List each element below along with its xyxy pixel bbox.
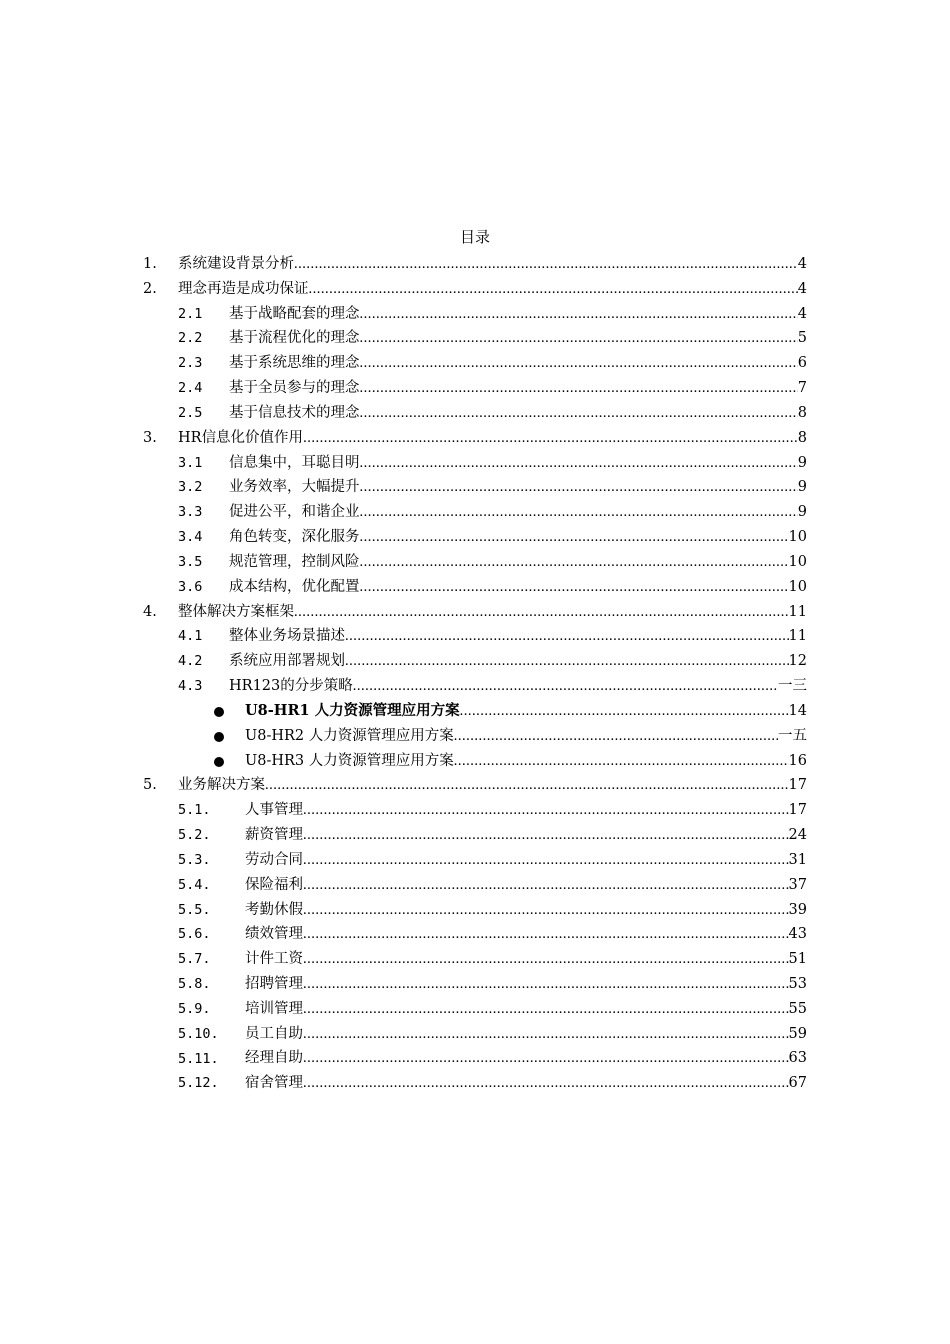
toc-entry[interactable] (143, 624, 807, 649)
toc-entry[interactable] (143, 575, 807, 600)
dot-leader (303, 1022, 789, 1047)
toc-entry[interactable] (143, 997, 807, 1022)
toc-entry-body (229, 525, 807, 550)
toc-entry-number: 2.3 (178, 355, 203, 372)
toc-entry-number: 4.3 (178, 678, 203, 695)
toc-entry-body (229, 451, 807, 476)
toc-entry-body (245, 972, 807, 997)
dot-leader (360, 302, 798, 327)
toc-entry-body (245, 1022, 807, 1047)
toc-entry-body (229, 351, 807, 376)
toc-entry-page-number: 7 (797, 380, 807, 397)
toc-entry-number: 5.1. (178, 802, 211, 819)
toc-entry-body (229, 550, 807, 575)
toc-entry-label: U8-HR2 人力资源管理应用方案 (245, 727, 454, 744)
toc-entry-label: 计件工资 (245, 951, 303, 968)
toc-entry-page-number: 4 (797, 255, 807, 272)
toc-entry[interactable] (143, 475, 807, 500)
toc-entry-page-number: 63 (788, 1050, 807, 1067)
toc-entry[interactable] (143, 1047, 807, 1072)
dot-leader (294, 600, 789, 625)
toc-entry-page-number: 16 (788, 752, 807, 769)
toc-entry-label: 劳动合同 (245, 851, 303, 868)
toc-entry-label: 绩效管理 (245, 926, 303, 943)
toc-entry-label: 基于流程优化的理念 (229, 330, 360, 347)
toc-entry-label: 人事管理 (245, 802, 303, 819)
dot-leader (303, 873, 789, 898)
toc-entry-label: 基于战略配套的理念 (229, 305, 360, 322)
toc-entry-number: 5.9. (178, 1000, 211, 1017)
toc-entry-number: 2.5 (178, 404, 203, 421)
toc-entry-page-number: 43 (788, 926, 807, 943)
toc-entry-number: 5.3. (178, 851, 211, 868)
toc-entry-label: 培训管理 (245, 1000, 303, 1017)
toc-entry-number: 3.2 (178, 479, 203, 496)
toc-entry-page-number: 一五 (778, 727, 807, 744)
toc-entry-label: 基于系统思维的理念 (229, 355, 360, 372)
toc-entry-label: 宿舍管理 (245, 1075, 303, 1092)
dot-leader (303, 798, 789, 823)
toc-entry-body (229, 500, 807, 525)
toc-entry-body (245, 699, 807, 724)
toc-entry-label: 促进公平，和谐企业 (229, 504, 360, 521)
toc-entry-body (229, 649, 807, 674)
toc-entry-body (178, 773, 807, 798)
toc-entry-label: 招聘管理 (245, 976, 303, 992)
toc-entry[interactable] (143, 922, 807, 947)
toc-entry-number: 5.11. (178, 1050, 219, 1067)
dot-leader (460, 699, 789, 724)
toc-entry-page-number: 11 (788, 628, 807, 645)
toc-entry[interactable] (143, 376, 807, 401)
toc-entry[interactable] (143, 724, 807, 749)
toc-entry-page-number: 59 (788, 1025, 807, 1042)
toc-entry-number: 5.6. (178, 926, 211, 943)
dot-leader (360, 401, 798, 426)
toc-entry-page-number: 9 (797, 454, 807, 471)
toc-entry-label: HR123的分步策略 (229, 678, 353, 695)
dot-leader (360, 326, 798, 351)
dot-leader (303, 823, 789, 848)
toc-entry-page-number: 10 (788, 578, 807, 595)
toc-entry-body (245, 1047, 807, 1072)
toc-title: 目录 (459, 228, 490, 246)
toc-entry-page-number: 9 (797, 504, 807, 521)
toc-entry-number: 3.1 (178, 454, 203, 471)
toc-entry-number: 3.3 (178, 504, 203, 521)
toc-entry-page-number: 31 (788, 851, 807, 868)
toc-entry-body (178, 600, 807, 625)
toc-entry-body (229, 674, 807, 699)
toc-entry-label: 基于全员参与的理念 (229, 380, 360, 397)
dot-leader (303, 1046, 789, 1071)
toc-entry-label: 业务解决方案 (178, 777, 265, 794)
toc-entry[interactable] (143, 674, 807, 699)
toc-entry-body (229, 326, 807, 351)
toc-entry-page-number: 8 (797, 429, 807, 446)
toc-entry-label: 角色转变，深化服务 (229, 529, 360, 546)
toc-entry-label: 整体解决方案框架 (178, 603, 294, 620)
toc-entry-number: 3. (143, 429, 157, 446)
dot-leader (360, 550, 789, 575)
toc-entry-body (245, 997, 807, 1022)
toc-entry[interactable] (143, 1022, 807, 1047)
toc-entry-number: 5.7. (178, 951, 211, 968)
dot-leader (345, 624, 789, 649)
dot-leader (303, 898, 789, 923)
dot-leader (454, 749, 789, 774)
dot-leader (303, 997, 789, 1022)
toc-entry-page-number: 4 (797, 280, 807, 297)
toc-entry-label: 业务效率，大幅提升 (229, 479, 360, 496)
toc-entry-page-number: 24 (788, 827, 807, 844)
toc-entry[interactable] (143, 649, 807, 674)
toc-entry[interactable] (143, 873, 807, 898)
toc-entry-body (245, 724, 807, 749)
toc-entry-page-number: 14 (788, 702, 807, 719)
toc-entry-number: 4.2 (178, 653, 203, 670)
toc-entry-label: 信息集中，耳聪目明 (229, 454, 360, 471)
toc-entry-body (245, 1071, 807, 1096)
toc-entry[interactable] (143, 947, 807, 972)
dot-leader (353, 674, 778, 699)
toc-entry[interactable] (143, 898, 807, 923)
dot-leader (294, 252, 798, 277)
dot-leader (303, 922, 789, 947)
toc-entry-number: 5.12. (178, 1075, 219, 1092)
toc-entry-body (245, 823, 807, 848)
toc-entry-label: 系统建设背景分析 (178, 255, 294, 272)
toc-entry[interactable] (143, 500, 807, 525)
toc-entry-body (245, 898, 807, 923)
toc-entry-label: U8-HR1 人力资源管理应用方案 (245, 701, 460, 719)
toc-entry-page-number: 8 (797, 404, 807, 421)
toc-entry-body (178, 252, 807, 277)
dot-leader (360, 351, 798, 376)
toc-entry[interactable] (143, 302, 807, 327)
toc-entry-number: 2.4 (178, 380, 203, 397)
toc-entry-label: 规范管理，控制风险 (229, 553, 360, 570)
toc-entry-label: 整体业务场景描述 (229, 628, 345, 645)
toc-entry[interactable] (143, 550, 807, 575)
toc-entry-label: 经理自助 (245, 1050, 303, 1067)
toc-entry[interactable] (143, 326, 807, 351)
toc-entry[interactable] (143, 525, 807, 550)
toc-entry-number: 3.5 (178, 553, 203, 570)
toc-entry-body (178, 426, 807, 451)
toc-entry[interactable] (143, 773, 807, 798)
toc-entry-body (245, 749, 807, 774)
dot-leader (303, 947, 789, 972)
toc-entry-page-number: 55 (788, 1000, 807, 1017)
dot-leader (360, 451, 798, 476)
toc-entry[interactable] (143, 848, 807, 873)
dot-leader (360, 575, 789, 600)
toc-entry-page-number: 一三 (778, 678, 807, 695)
toc-entry-body (245, 873, 807, 898)
toc-entry-body (229, 624, 807, 649)
toc-entry-number: 5.4. (178, 876, 211, 893)
dot-leader (303, 972, 789, 997)
toc-entry-number: 2.2 (178, 330, 203, 347)
dot-leader (303, 848, 789, 873)
dot-leader (303, 1071, 789, 1096)
dot-leader (303, 426, 798, 451)
toc-entry-number: 4.1 (178, 628, 203, 645)
dot-leader (454, 724, 778, 749)
toc-entry-number: 5.10. (178, 1025, 219, 1042)
dot-leader (345, 649, 789, 674)
toc-entry[interactable] (143, 972, 807, 997)
toc-entry-body (229, 376, 807, 401)
toc-entry-number: 2. (143, 280, 157, 297)
toc-entry[interactable] (143, 1071, 807, 1096)
toc-entry[interactable] (143, 451, 807, 476)
toc-entry-number: 4. (143, 603, 157, 620)
toc-entry[interactable] (143, 749, 807, 774)
toc-entry[interactable] (143, 426, 807, 451)
toc-entry-number: 3.4 (178, 529, 203, 546)
toc-entry-label: 员工自助 (245, 1025, 303, 1042)
toc-entry-body (245, 848, 807, 873)
toc-entry-label: 理念再造是成功保证 (178, 280, 309, 297)
toc-entry-label: 系统应用部署规划 (229, 653, 345, 670)
toc-entry-page-number: 11 (788, 603, 807, 620)
toc-entry-page-number: 10 (788, 529, 807, 546)
toc-entry-body (229, 401, 807, 426)
toc-entry-page-number: 53 (788, 976, 807, 992)
toc-entry[interactable] (143, 798, 807, 823)
toc-entry[interactable] (143, 401, 807, 426)
toc-entry-page-number: 5 (797, 330, 807, 347)
toc-entry-body (245, 922, 807, 947)
toc-entry-label: HR信息化价值作用 (178, 429, 304, 446)
toc-entry[interactable] (143, 600, 807, 625)
toc-entry-page-number: 39 (788, 901, 807, 918)
dot-leader (360, 376, 798, 401)
toc-entry-label: 考勤休假 (245, 901, 303, 918)
toc-entry-page-number: 17 (788, 777, 807, 794)
toc-entry[interactable] (143, 252, 807, 277)
toc-entry-label: U8-HR3 人力资源管理应用方案 (245, 752, 454, 769)
bullet-icon (214, 757, 224, 767)
toc-entry-number: 5.2. (178, 827, 211, 844)
toc-entry-body (229, 575, 807, 600)
toc-entry-body (229, 475, 807, 500)
toc-entry-body (245, 798, 807, 823)
toc-entry-page-number: 6 (797, 355, 807, 372)
toc-entry-label: 基于信息技术的理念 (229, 404, 360, 421)
toc-entry-page-number: 12 (788, 653, 807, 670)
toc-entry-page-number: 67 (788, 1075, 807, 1092)
dot-leader (309, 277, 798, 302)
dot-leader (360, 475, 798, 500)
toc-entry[interactable] (143, 277, 807, 302)
toc-entry-page-number: 10 (788, 553, 807, 570)
dot-leader (265, 773, 789, 798)
toc-entry-number: 5.5. (178, 901, 211, 918)
toc-entry-body (178, 277, 807, 302)
toc-entry-number: 2.1 (178, 305, 203, 322)
toc-entry-number: 5.8. (178, 976, 211, 993)
toc-entry-body (245, 947, 807, 972)
toc-entry-label: 保险福利 (245, 876, 303, 893)
toc-entry-page-number: 4 (797, 305, 807, 322)
table-of-contents (143, 252, 807, 1096)
toc-entry-number: 5. (143, 777, 157, 794)
dot-leader (360, 500, 798, 525)
toc-entry-number: 1. (143, 256, 157, 272)
dot-leader (360, 525, 789, 550)
toc-entry-label: 薪资管理 (245, 827, 303, 844)
bullet-icon (214, 732, 224, 742)
toc-entry[interactable] (143, 351, 807, 376)
toc-entry-page-number: 37 (788, 876, 807, 893)
toc-entry-page-number: 51 (788, 951, 807, 968)
toc-entry-label: 成本结构，优化配置 (229, 578, 360, 595)
toc-entry-page-number: 9 (797, 479, 807, 496)
toc-entry[interactable] (143, 699, 807, 724)
toc-entry-number: 3.6 (178, 578, 203, 595)
toc-entry-body (229, 302, 807, 327)
toc-entry[interactable] (143, 823, 807, 848)
toc-entry-page-number: 17 (788, 802, 807, 819)
bullet-icon (214, 707, 224, 717)
